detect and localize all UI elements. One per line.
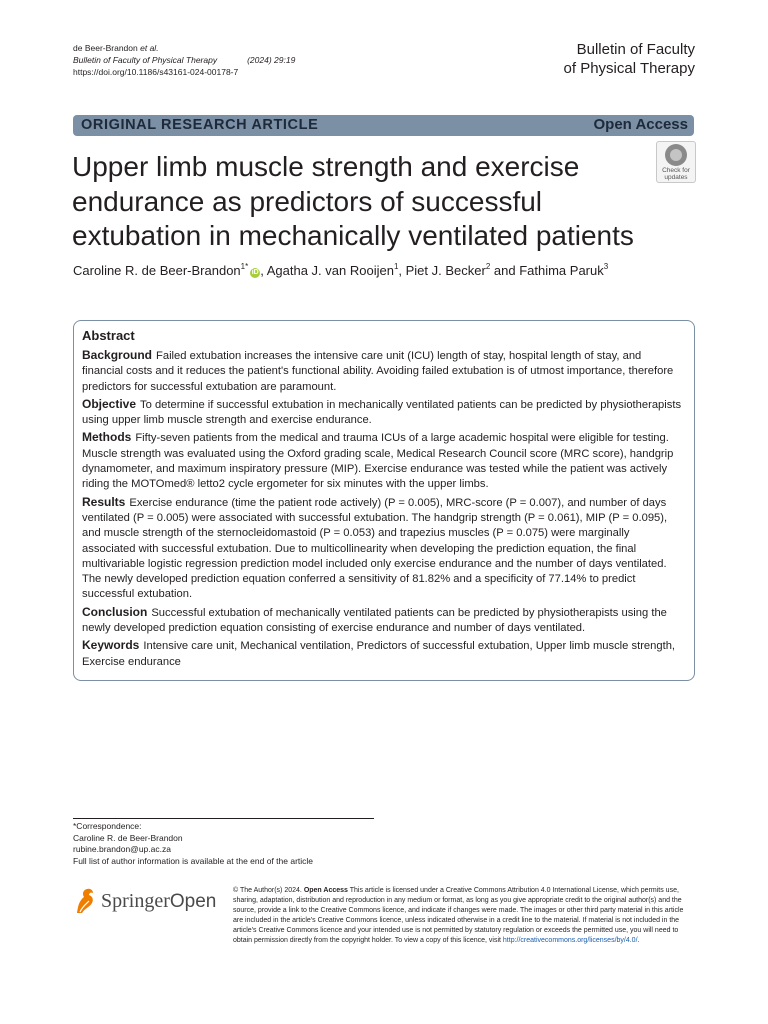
- abstract-keywords: Keywords Intensive care unit, Mechanical ventilation, Predictors of successful extubation, Upper limb muscle strength, Exercise endurance: [82, 638, 676, 668]
- article-title: Upper limb muscle strength and exercise endurance as predictors of successful extubation in mechanically ventilated patients: [72, 151, 634, 251]
- license-statement: © The Author(s) 2024. Open Access This article is licensed under a Creative Commons Attribution 4.0 International License, which permits use, sharing, adaptation, distribution and reproduction in any medium or format, as long as you give appropriate credit to the original author(s) and the source, provide a link to the Creative Commons licence, and indicate if changes were made. The images or other third party material in this article are included in the article's Creative Commons licence, unless indicated otherwise in a credit line to the material. If material is not included in the article's Creative Commons licence and your intended use is not permitted by statutory regulation or exceeds the permitted use, you will need to obtain permission directly from the copyright holder. To view a copy of this licence, visit http://creativecommons.org/licenses/by/4.0/.: [233, 887, 684, 944]
- author-list: Caroline R. de Beer-Brandon$^{1*}$iD , Agatha J. van Rooijen$^1$, Piet J. Becker$^2$ and Fathima Paruk$^3$: [73, 262, 609, 278]
- abstract-results: Results Exercise endurance (time the patient rode actively) (P = 0.005), MRC-score (P = 0.007), and number of days ventilated (P = 0.005) were associated with successful extubation. The handgrip strength (P = 0.061), MIP (P = 0.095), and muscle strength of the sternocleidomastoid (P = 0.053) and trapezius muscles (P = 0.075) were marginally associated with successful extubation. Due to multicollinearity when developing the prediction equation, the final multivariable logistic regression prediction model included only exercise endurance and the number of days ventilated. The newly developed prediction equation conferred a sensitivity of 81.82% and a specificity of 77.14% to predict successful extubation.: [82, 494, 668, 601]
- author-affiliation: 1*: [240, 262, 249, 271]
- publisher-name: SpringerOpen: [101, 890, 217, 912]
- article-type-bar: [73, 115, 694, 136]
- doi-link[interactable]: https://doi.org/10.1186/s43161-024-00178-7: [73, 67, 239, 77]
- abstract-heading: Abstract: [82, 328, 135, 343]
- abstract-objective: Objective To determine if successful extubation in mechanically ventilated patients can be predicted by physiotherapists using upper limb muscle strength and exercise endurance.: [82, 396, 682, 427]
- author-affiliation: 3: [603, 262, 609, 271]
- footnote-divider: [73, 818, 374, 819]
- author-name[interactable]: Caroline R. de Beer-Brandon: [73, 263, 241, 278]
- abstract-background: Background Failed extubation increases the intensive care unit (ICU) length of stay, hospital length of stay, and financial costs and it reduces the patient's functional ability. Avoiding failed extubation is of utmost importance, therefore predictors for successful extubation are paramount.: [82, 348, 674, 393]
- abstract-box: [73, 320, 695, 681]
- license-link[interactable]: http://creativecommons.org/licenses/by/4.0/: [502, 937, 638, 944]
- author-affiliation: 1: [393, 262, 399, 271]
- open-access-label: Open Access: [593, 116, 688, 133]
- check-for-updates-button[interactable]: [656, 141, 696, 183]
- correspondence-name: Caroline R. de Beer-Brandon: [73, 832, 183, 843]
- year-volume: (2024) 29:19: [247, 55, 296, 65]
- springer-horse-icon: [73, 886, 97, 916]
- running-header-authors: de Beer-Brandon et al.: [73, 43, 159, 53]
- journal-brand: Bulletin of Faculty of Physical Therapy: [563, 41, 695, 77]
- check-for-updates-label: Check for updates: [662, 167, 690, 181]
- journal-name: Bulletin of Faculty of Physical Therapy: [73, 55, 218, 65]
- author-info-note: Full list of author information is available at the end of the article: [73, 855, 314, 866]
- abstract-methods: Methods Fifty-seven patients from the medical and trauma ICUs of a large academic hospital were eligible for testing. Muscle strength was evaluated using the Oxford grading scale, Medical Research Council score (MRC score), handgrip dynamometer, and maximum inspiratory pressure (MIP). Exercise endurance was tested while the patient was actively riding the MOTOmed® letto2 cycle ergometer for six minutes with the upper limbs.: [82, 430, 674, 491]
- author-name[interactable]: Piet J. Becker: [405, 263, 486, 278]
- running-header-citation: [73, 54, 295, 66]
- author-name[interactable]: Agatha J. van Rooijen: [266, 263, 394, 278]
- correspondence-block: [73, 821, 313, 867]
- correspondence-email[interactable]: rubine.brandon@up.ac.za: [73, 844, 171, 854]
- running-header: [73, 42, 295, 78]
- check-for-updates-icon: [665, 144, 687, 166]
- author-name[interactable]: Fathima Paruk: [519, 263, 604, 278]
- correspondence-label: *Correspondence:: [73, 821, 142, 831]
- article-type: ORIGINAL RESEARCH ARTICLE: [81, 117, 319, 133]
- abstract-conclusion: Conclusion Successful extubation of mechanically ventilated patients can be predicted by physiotherapists using the newly developed prediction equation consisting of exercise endurance and number of days ventilated.: [82, 604, 667, 635]
- orcid-icon[interactable]: iD: [251, 269, 259, 276]
- author-affiliation: 2: [485, 262, 491, 271]
